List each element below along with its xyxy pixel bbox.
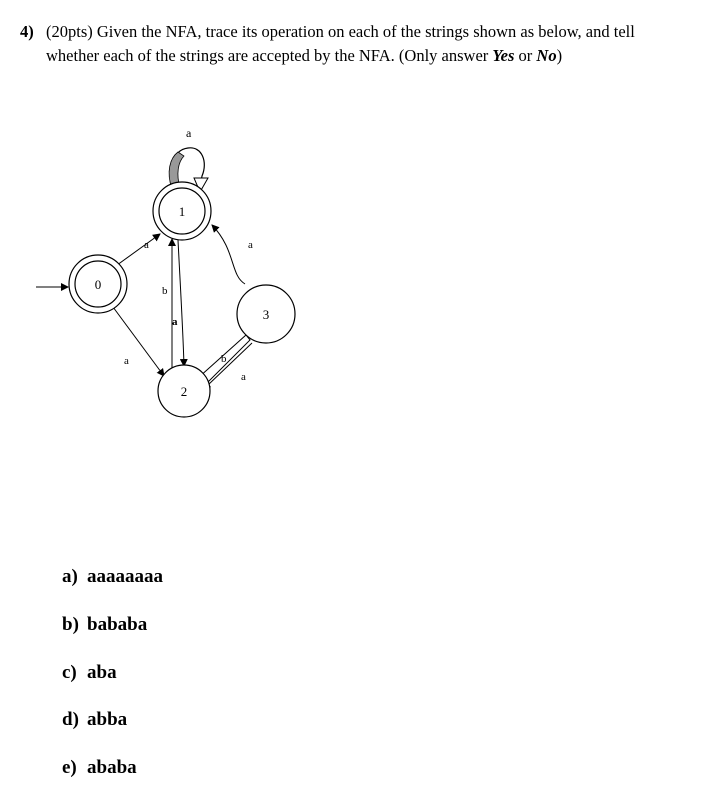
- state-0: [69, 255, 127, 313]
- string-label: d): [62, 709, 79, 730]
- state-3: [237, 285, 295, 343]
- state-2-label: 2: [180, 384, 188, 399]
- string-item-a: [62, 566, 163, 588]
- loop-label-a: a: [186, 126, 192, 140]
- string-value: abba: [87, 709, 128, 730]
- edge-0-1-label: a: [144, 239, 149, 251]
- edge-0-2-label: a: [124, 355, 129, 367]
- edge-1-2-label: a: [172, 316, 178, 328]
- edge-3-1-label: a: [248, 239, 253, 251]
- state-2: [158, 365, 210, 417]
- string-label: a): [62, 566, 78, 587]
- state-1-label: 1: [178, 204, 186, 219]
- question-points: (20pts): [46, 22, 93, 41]
- string-value: aaaaaaaa: [87, 566, 163, 587]
- question-number: 4): [20, 22, 34, 41]
- answer-yes: Yes: [492, 46, 515, 65]
- string-value: aba: [87, 662, 117, 683]
- question-or: or: [514, 46, 537, 65]
- edge-2-3-label: b: [221, 353, 227, 365]
- string-label: e): [62, 757, 77, 778]
- answer-no: No: [536, 46, 557, 65]
- string-item-d: [62, 709, 127, 731]
- edge-3-2-label: a: [241, 371, 246, 383]
- state-1: [153, 182, 211, 240]
- edge-0-2: [113, 307, 164, 376]
- question-line2-text: whether each of the strings are accepted by the NFA. (Only answer: [46, 46, 493, 65]
- string-label: c): [62, 662, 77, 683]
- question-close: ): [556, 46, 563, 65]
- state-3-label: 3: [262, 307, 270, 322]
- edge-3-1: [212, 225, 245, 284]
- edge-2-1-label: b: [162, 285, 168, 297]
- string-label: b): [62, 614, 79, 635]
- string-value: ababa: [87, 757, 137, 778]
- string-value: bababa: [87, 614, 148, 635]
- edge-0-1: [113, 234, 160, 268]
- string-item-e: [62, 757, 137, 779]
- state-0-label: 0: [94, 277, 102, 292]
- question-line1: Given the NFA, trace its operation on each of the strings shown as below, and tell: [96, 22, 635, 41]
- string-item-b: [62, 614, 147, 636]
- string-item-c: [62, 662, 117, 684]
- edge-1-2: [178, 240, 184, 366]
